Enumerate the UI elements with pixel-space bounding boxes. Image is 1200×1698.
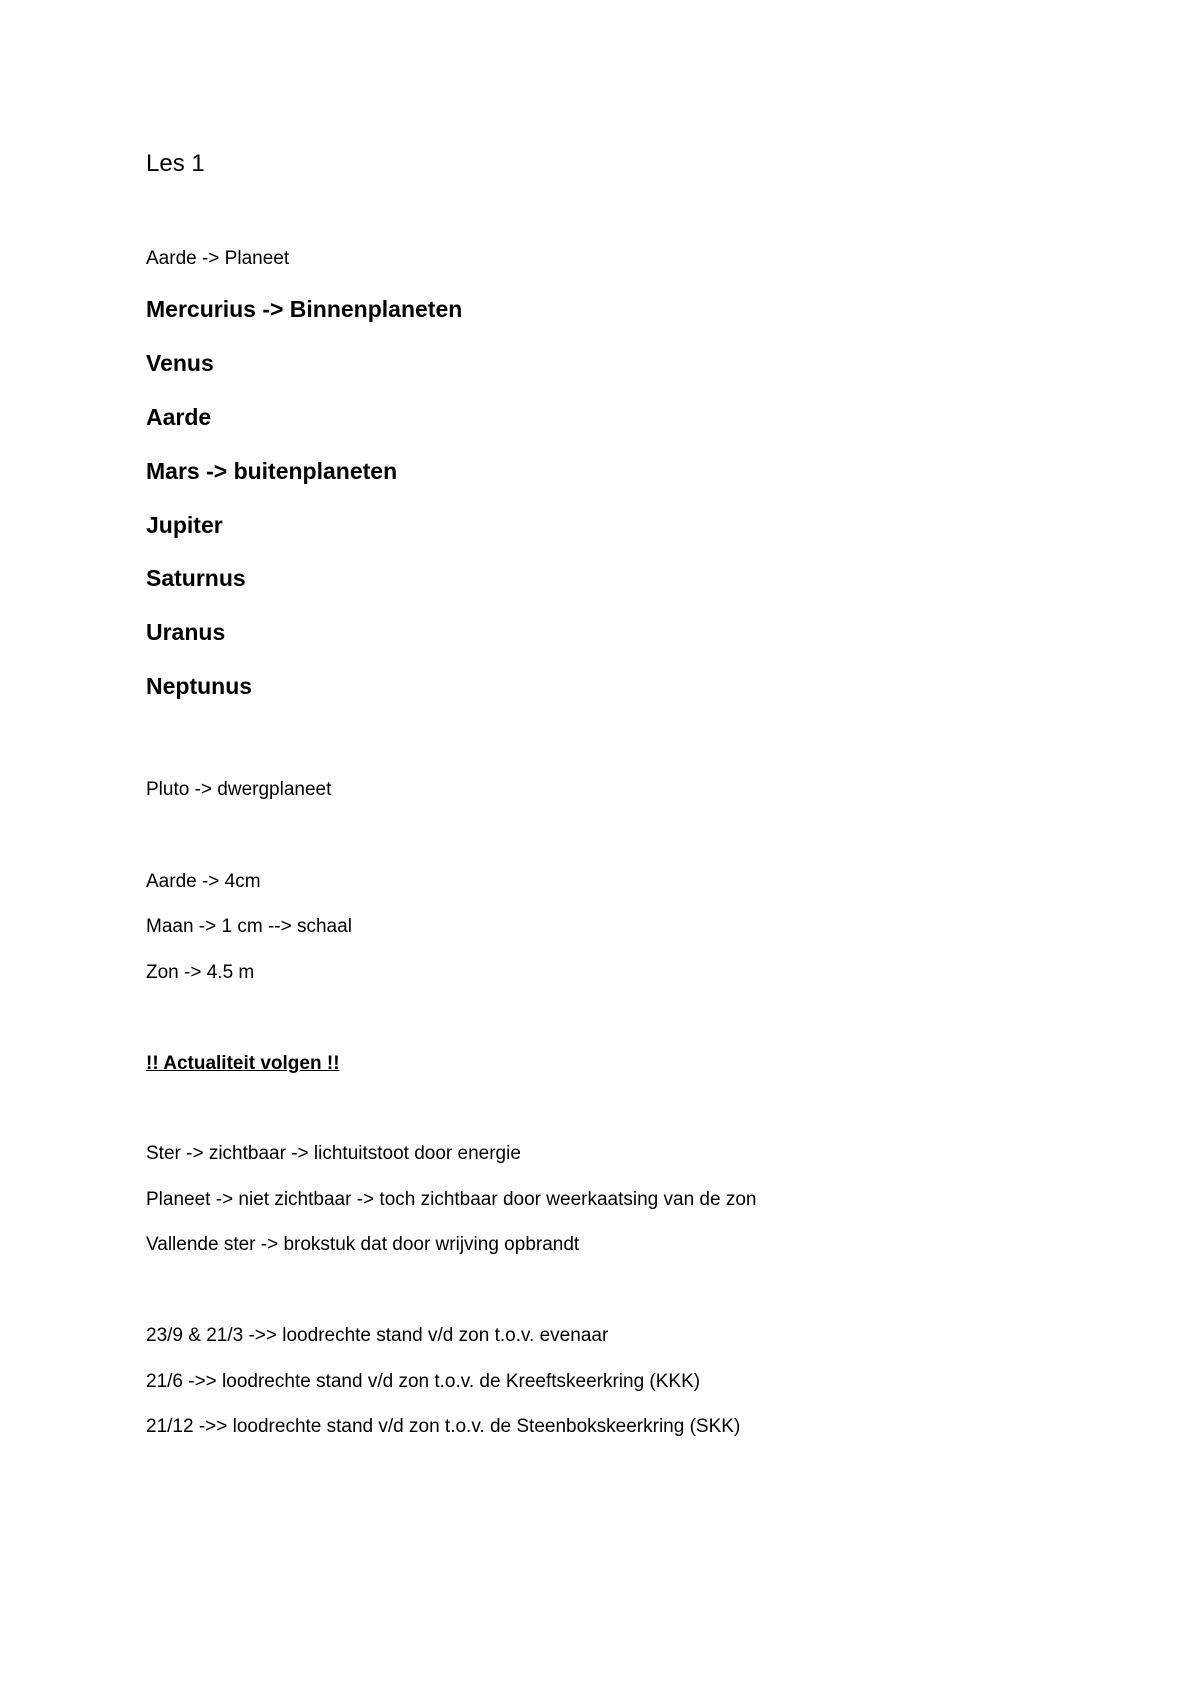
scale-line-aarde: Aarde -> 4cm	[146, 871, 261, 892]
page-title: Les 1	[146, 150, 205, 177]
planet-line-mercurius: Mercurius -> Binnenplaneten	[146, 296, 463, 322]
date-line-equinox: 23/9 & 21/3 ->> loodrechte stand v/d zon t.o.v. evenaar	[146, 1325, 609, 1346]
planet-line-aarde: Aarde	[146, 404, 212, 430]
date-line-winter-solstice: 21/12 ->> loodrechte stand v/d zon t.o.v. de Steenbokskeerkring (SKK)	[146, 1416, 741, 1437]
date-line-summer-solstice: 21/6 ->> loodrechte stand v/d zon t.o.v. de Kreeftskeerkring (KKK)	[146, 1371, 701, 1392]
planet-line-saturnus: Saturnus	[146, 565, 246, 591]
notice-heading: !! Actualiteit volgen !!	[146, 1053, 340, 1074]
scale-line-zon: Zon -> 4.5 m	[146, 962, 255, 983]
planet-line-jupiter: Jupiter	[146, 512, 223, 538]
planet-line-uranus: Uranus	[146, 619, 226, 645]
planet-line-mars: Mars -> buitenplaneten	[146, 458, 398, 484]
dwarf-planet-line: Pluto -> dwergplaneet	[146, 779, 332, 800]
intro-line: Aarde -> Planeet	[146, 248, 290, 269]
definition-line-planeet: Planeet -> niet zichtbaar -> toch zichtbaar door weerkaatsing van de zon	[146, 1189, 757, 1210]
planet-line-neptunus: Neptunus	[146, 673, 253, 699]
definition-line-ster: Ster -> zichtbaar -> lichtuitstoot door energie	[146, 1143, 521, 1164]
planet-line-venus: Venus	[146, 350, 214, 376]
definition-line-vallende-ster: Vallende ster -> brokstuk dat door wrijving opbrandt	[146, 1234, 580, 1255]
scale-line-maan: Maan -> 1 cm --> schaal	[146, 916, 352, 937]
